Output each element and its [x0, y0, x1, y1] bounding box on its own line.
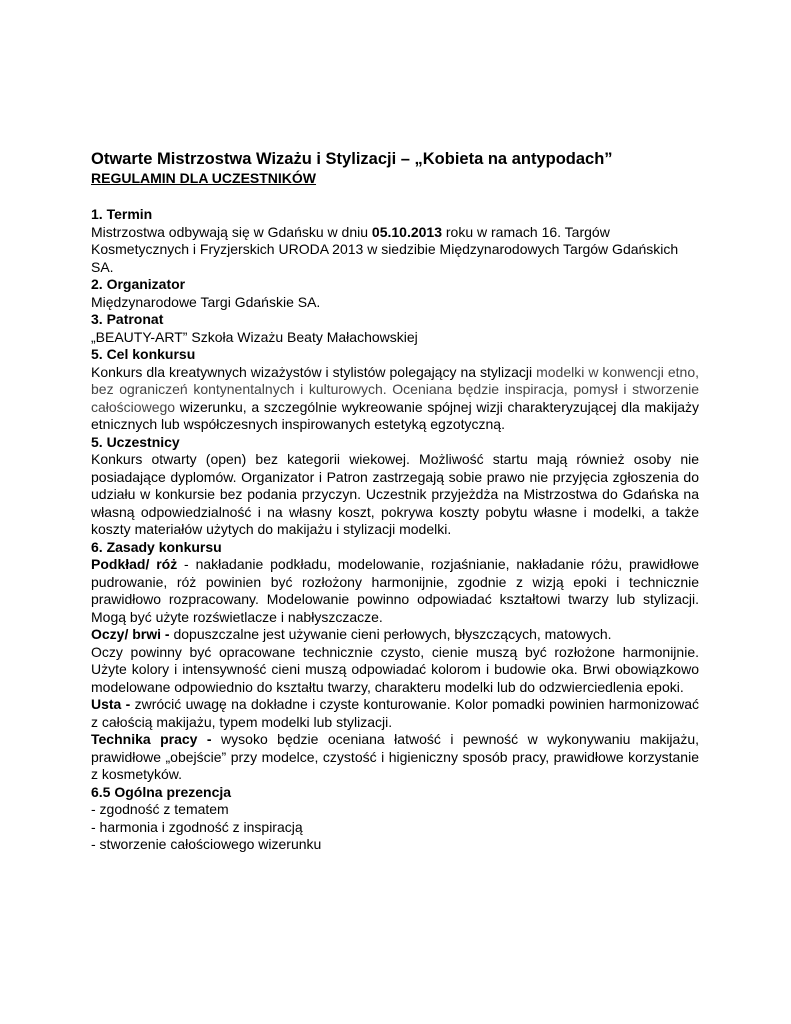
rule-oczy: [91, 626, 699, 644]
section-heading-termin: 1. Termin: [91, 206, 153, 222]
termin-date: 05.10.2013: [371, 223, 442, 240]
rule-usta: [91, 696, 699, 731]
document-content: [91, 149, 699, 854]
cel-text-2: modelki w konwencji etno, bez ograniczeń kontynentalnych i kulturowych. Oceniana będzie inspiracja, pomysł i stworzenie całościowego: [91, 363, 699, 415]
list-item: - zgodność z tematem: [91, 801, 229, 817]
cel-text-1: Konkurs dla kreatywnych wizażystów i stylistów polegający na stylizacji: [91, 363, 537, 380]
rule-usta-text: zwrócić uwagę na dokładne i czyste konturowanie. Kolor pomadki powinien harmonizować z całością makijażu, typem modelki lub stylizacji.: [91, 696, 699, 730]
document-title: Otwarte Mistrzostwa Wizażu i Stylizacji – „Kobieta na antypodach”: [91, 150, 613, 168]
section-heading-organizator: 2. Organizator: [91, 276, 186, 292]
section-heading-patronat: 3. Patronat: [91, 311, 164, 327]
section-heading-cel: 5. Cel konkursu: [91, 346, 196, 362]
section-heading-prezencja: 6.5 Ogólna prezencja: [91, 783, 232, 800]
rule-technika-label: Technika pracy -: [91, 731, 212, 747]
rule-podklad: [91, 556, 699, 626]
cel-text-3: wizerunku, a szczególnie wykreowanie spójnej wizji charakteryzującej dla makijaży etnicznych lub współczesnych inspirowanych estetyką egzotyczną.: [91, 398, 699, 432]
rule-podklad-text: - nakładanie podkładu, modelowanie, rozjaśnianie, nakładanie różu, prawidłowe pudrowanie, róż powinien być rozłożony harmonijnie, zgodnie z wizją epoki i technicznie prawidłowo rozpracowany. Modelowanie powinno odpowiadać kształtowi twarzy lub stylizacji. Mogą być użyte rozświetlacze i nabłyszczacze.: [91, 556, 699, 625]
section-heading-uczestnicy: 5. Uczestnicy: [91, 433, 180, 450]
termin-text-start: Mistrzostwa odbywają się w Gdańsku w dniu: [91, 223, 372, 240]
rule-oczy-text: dopuszczalne jest używanie cieni perłowych, błyszczących, matowych.: [169, 626, 612, 642]
termin-text-end: roku w ramach 16. Targów Kosmetycznych i Fryzjerskich URODA 2013 w siedzibie Międzynarodowych Targów Gdańskich SA.: [91, 223, 679, 275]
section-text-uczestnicy: Konkurs otwarty (open) bez kategorii wiekowej. Możliwość startu mają również osoby nie posiadające dyplomów. Organizator i Patron zastrzegają sobie prawo nie przyjęcia zgłoszenia do udziału w konkursie bez podania przyczyn. Uczestnik przyjeżdża na Mistrzostwa do Gdańska na własną odpowiedzialność i na własny koszt, pokrywa koszty pobytu własne i modelki, a także koszty materiałów użytych do makijażu i stylizacji modelki.: [91, 451, 699, 537]
section-heading-zasady: 6. Zasady konkursu: [91, 538, 222, 555]
section-text-cel: [91, 364, 699, 434]
rule-technika: [91, 731, 699, 784]
rule-oczy-label: Oczy/ brwi -: [91, 626, 170, 642]
rule-technika-text: wysoko będzie oceniana łatwość i pewność w wykonywaniu makijażu, prawidłowe „obejście” przy modelce, czystość i higieniczny sposób pracy, prawidłowe korzystanie z kosmetyków.: [91, 731, 700, 782]
section-text-patronat: „BEAUTY-ART” Szkoła Wizażu Beaty Małachowskiej: [91, 328, 418, 345]
list-item: - harmonia i zgodność z inspiracją: [91, 818, 303, 835]
rule-oczy-detail: Oczy powinny być opracowane technicznie czysto, cienie muszą być rozłożone harmonijnie. Użyte kolory i intensywność cieni muszą odpowiadać kolorom i budowie oka. Brwi obowiązkowo modelowane odpowiednio do kształtu twarzy, charakteru modelki lub do odzwierciedlenia epoki.: [91, 643, 699, 695]
rule-usta-label: Usta -: [91, 696, 131, 712]
list-item: - stworzenie całościowego wizerunku: [91, 836, 322, 852]
section-text-organizator: Międzynarodowe Targi Gdańskie SA.: [91, 293, 321, 310]
document-subtitle: REGULAMIN DLA UCZESTNIKÓW: [91, 170, 317, 186]
rule-podklad-label: Podkład/ róż: [91, 556, 178, 572]
section-text-termin: [91, 224, 699, 277]
prezencja-list: [91, 801, 699, 854]
